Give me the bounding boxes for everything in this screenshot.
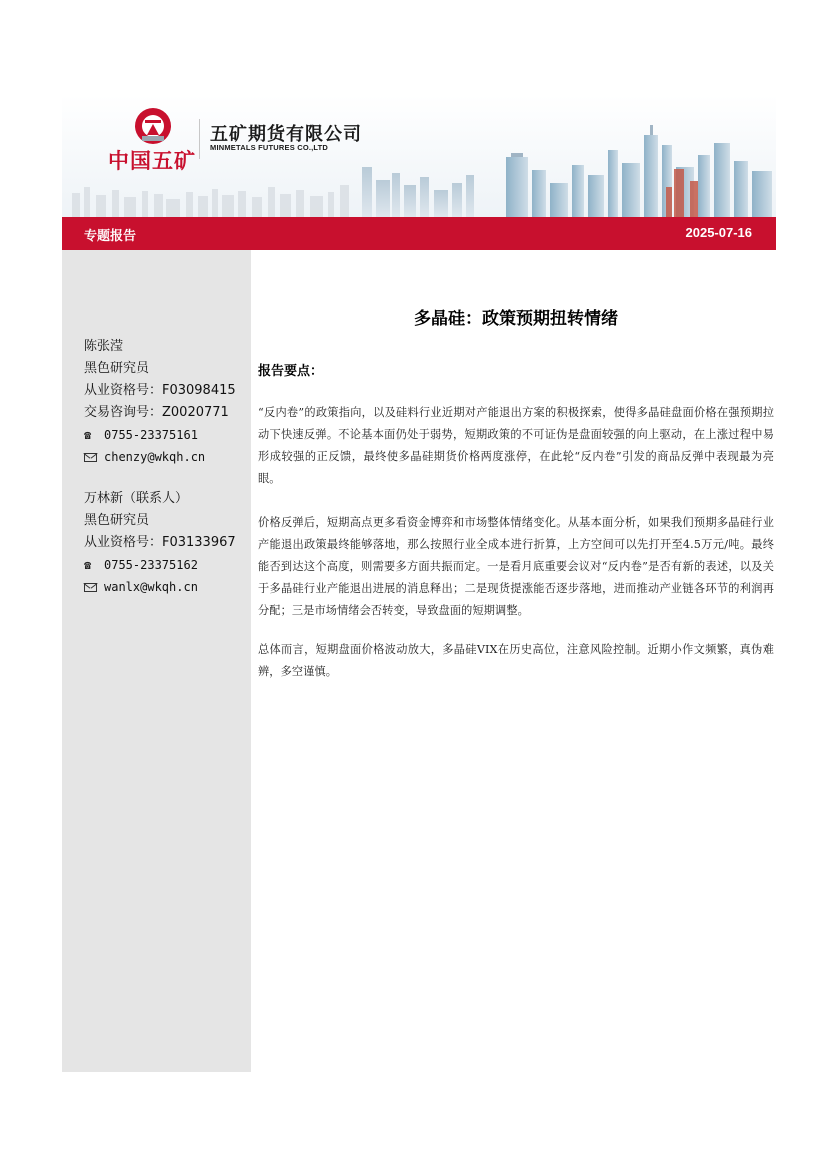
summary-paragraph: 总体而言，短期盘面价格波动放大，多晶硅VIX在历史高位，注意风险控制。近期小作文频繁，真伪难辨，多空谨慎。 — [258, 643, 774, 678]
section-heading: 报告要点： — [258, 364, 324, 379]
report-banner — [62, 217, 776, 250]
author-phone: 0755-23375162 — [104, 558, 198, 572]
author-phone-row — [84, 424, 251, 446]
author-email-row — [84, 446, 251, 468]
summary-paragraph: “反内卷”的政策指向，以及硅料行业近期对产能退出方案的积极探索，使得多晶硅盘面价格在强预期拉动下快速反弹。不论基本面仍处于弱势，短期政策的不可证伪是盘面较强的向上驱动，在上涨过程中易形成较强的正反馈，最终使多晶硅期货价格两度涨停，在此轮“反内卷”引发的商品反弹中表现最为亮眼。 — [258, 406, 774, 485]
author-qualification: 从业资格号：F03133967 — [84, 535, 236, 550]
author-name: 陈张滢 — [84, 339, 124, 354]
report-type-label: 专题报告 — [84, 229, 137, 244]
author-phone-row — [84, 554, 251, 576]
document-title: 多晶硅：政策预期扭转情绪 — [414, 309, 618, 329]
report-date: 2025-07-16 — [685, 225, 752, 240]
author-email-row — [84, 576, 251, 598]
author-name: 万林新（联系人） — [84, 491, 189, 506]
author-email[interactable]: wanlx@wkqh.cn — [104, 580, 198, 594]
phone-icon: ☎ — [84, 428, 92, 442]
author-card — [84, 336, 251, 468]
minmetals-emblem-icon — [134, 105, 172, 147]
company-name-cn: 五矿期货有限公司 — [210, 124, 362, 145]
author-title: 黑色研究员 — [84, 361, 150, 376]
author-card — [84, 488, 251, 598]
summary-paragraph: 价格反弹后，短期高点更多看资金博弈和市场整体情绪变化。从基本面分析，如果我们预期多晶硅行业产能退出政策最终能够落地，那么按照行业全成本进行折算，上方空间可以先打开至4.5万元/吨。最终能否到达这个高度，则需要多方面共振而定。一是看月底重要会议对“反内卷”是否有新的表述，以及关于多晶硅行业产能退出进展的消息释出；二是现货提涨能否逐步落地，进而推动产业链各环节的利润再分配；三是市场情绪会否转变，导致盘面的短期调整。 — [258, 516, 774, 617]
author-title: 黑色研究员 — [84, 513, 150, 528]
mail-icon — [84, 453, 97, 462]
author-sidebar — [62, 250, 251, 1072]
author-qualification: 从业资格号：F03098415 — [84, 383, 236, 398]
mail-icon — [84, 583, 97, 592]
company-name-en: MINMETALS FUTURES CO.,LTD — [210, 143, 329, 152]
logo-divider — [199, 119, 200, 159]
author-email[interactable]: chenzy@wkqh.cn — [104, 450, 206, 464]
logo-text: 中国五矿 — [108, 149, 196, 173]
author-phone: 0755-23375161 — [104, 428, 198, 442]
report-header — [62, 95, 776, 217]
author-consult-number: 交易咨询号：Z0020771 — [84, 405, 229, 420]
phone-icon: ☎ — [84, 558, 92, 572]
